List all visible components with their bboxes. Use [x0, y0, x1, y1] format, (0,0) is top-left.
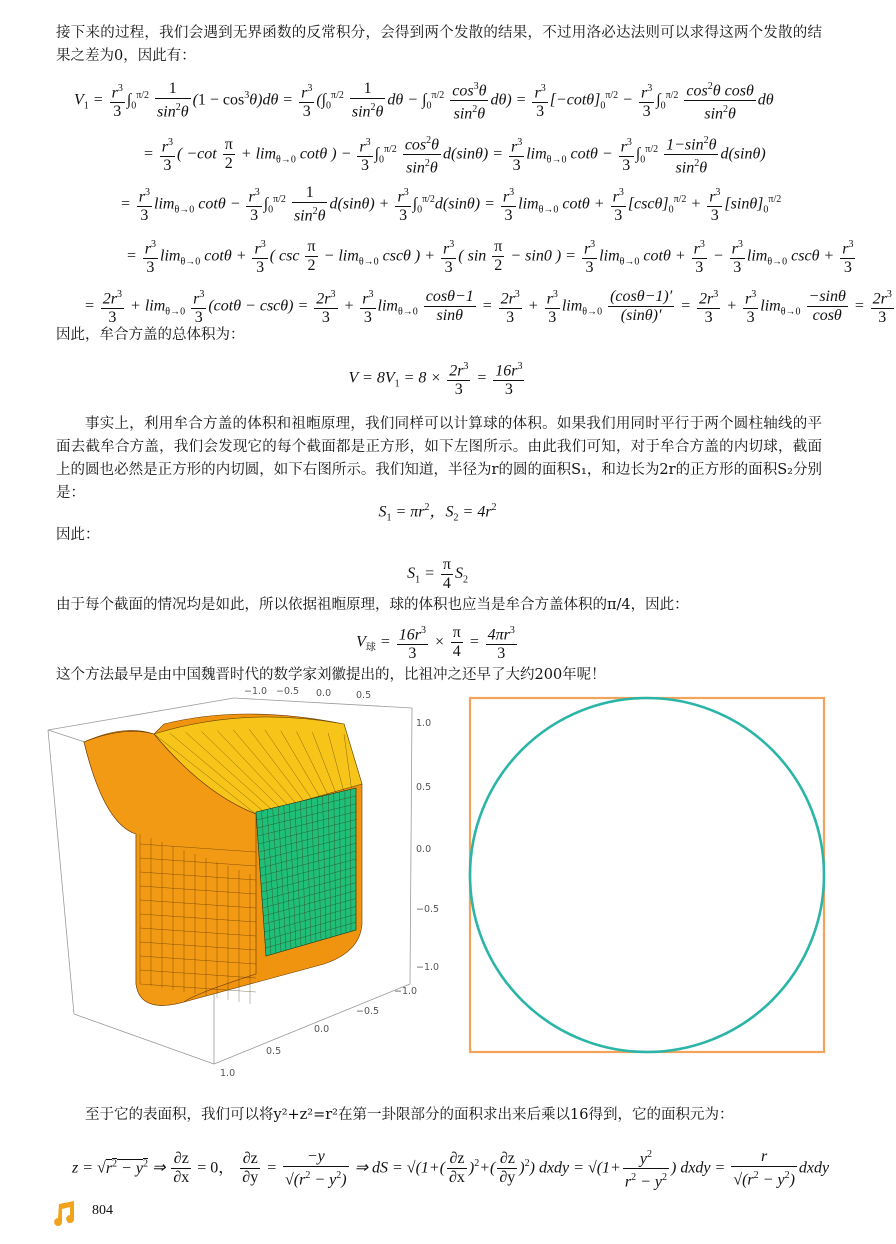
- music-note-icon: [50, 1200, 78, 1226]
- bottom-tick-3: 0.0: [314, 1024, 330, 1035]
- right-tick-5: −1.0: [416, 962, 440, 973]
- square-outline: [470, 698, 824, 1052]
- derivation-line-1: $V_1$ = $\frac{r^3}{3}$ $\int_0^{\pi/2}$ $\frac{1}{\sin^2\theta}$ $(1 - \cos^3\theta)d\theta$ = $\frac{r^3}{3}$ ($\int_0^{\pi/2}$ $\frac{1}{\sin^2\theta}$ $d\theta - \int_0^{\pi/2}$ $\frac{\cos^3\theta}{\sin^2\theta}$ dθ) = $\frac{r^3}{3}$ $[-\cot\theta]_0^{\pi/2}$ − $\frac{r^3}{3}$ $\int_0^{\pi/2}$ $\frac{\cos^2\theta \cos\theta}{\sin^2\theta}$ dθ: [74, 78, 774, 124]
- derivation-line-5: = $\frac{2r^3}{3}$ + $\lim_{\theta\to 0}$ $\frac{r^3}{3}$ (cotθ − cscθ) = $\frac{2r^3}{3}$ + $\frac{r^3}{3}$ $\lim_{\theta\to 0}$ $\frac{\cos\theta-1}{\sin\theta}$ = $\frac{2r^3}{3}$ + $\frac{r^3}{3}$ $\lim_{\theta\to 0}$ $\frac{(\cos\theta-1)'}{(\sin\theta)'}$ = $\frac{2r^3}{3}$ + $\frac{r^3}{3}$ $\lim_{\theta\to 0}$ $\frac{-\sin\theta}{\cos\theta}$ = $\frac{2r^3}{3}$: [84, 286, 896, 327]
- bottom-tick-4: 0.5: [266, 1046, 282, 1057]
- bottom-tick-1: −1.0: [394, 986, 418, 997]
- derivation-line-3: = $\frac{r^3}{3}$ $\lim_{\theta\to 0} \cot\theta$ − $\frac{r^3}{3}$ $\int_0^{\pi/2}$ $\frac{1}{\sin^2\theta}$ d(sinθ) + $\frac{r^3}{3}$ $\int_0^{\pi/2}d(\sin\theta)$ = $\frac{r^3}{3}$ $\lim_{\theta\to 0} \cot\theta$ + $\frac{r^3}{3}$ $[\csc\theta]_0^{\pi/2}$ + $\frac{r^3}{3}$ $[\sin\theta]_0^{\pi/2}$: [120, 184, 782, 225]
- ratio-equation: $S_1$ = $\frac{\pi}{4}$ $S_2$: [407, 556, 468, 592]
- right-tick-1: 1.0: [416, 718, 432, 729]
- total-volume-label: 因此，牟合方盖的总体积为：: [56, 327, 245, 343]
- surface-area-intro: 至于它的表面积，我们可以将y²+z²=r²在第一卦限部分的面积求出来后乘以16得到，它的面积元为：: [85, 1107, 734, 1123]
- intro-paragraph: 接下来的过程，我们会遇到无界函数的反常积分，会得到两个发散的结果，不过用洛必达法则可以求得这两个发散的结果之差为0，因此有：: [56, 25, 822, 64]
- top-tick-2: −0.5: [276, 686, 300, 697]
- top-tick-1: −1.0: [244, 686, 268, 697]
- sphere-volume-intro: 由于每个截面的情况均是如此，所以依据祖暅原理，球的体积也应当是牟合方盖体积的π/4，因此：: [56, 597, 689, 613]
- right-tick-4: −0.5: [416, 904, 440, 915]
- inscribed-circle-figure: [468, 696, 826, 1054]
- right-tick-3: 0.0: [416, 844, 432, 855]
- total-volume-equation: $V = 8V_1 = 8$ × $\frac{2r^3}{3}$ = $\frac{16r^3}{3}$: [0, 358, 875, 399]
- bottom-tick-5: 1.0: [220, 1068, 236, 1079]
- sphere-volume-equation: $V_球$ = $\frac{16r^3}{3}$ × $\frac{\pi}{4}$ = $\frac{4\pi r^3}{3}$: [0, 622, 875, 663]
- surface-element-equation: $z = √r^2 - y^2$ ⇒ $\frac{\partial z}{\partial x}$ = 0， $\frac{\partial z}{\partial y}$ = $\frac{-y}{√(r^2 - y^2)}$ ⇒ dS = √(1+( $\frac{\partial z}{\partial x}$ )$^2$+( $\frac{\partial z}{\partial y}$ )$^2$) dxdy = √(1+ $\frac{y^2}{r^2 - y^2}$ ) dxdy = $\frac{r}{√(r^2 - y^2)}$ dxdy: [72, 1146, 829, 1192]
- liu-hui-note: 这个方法最早是由中国魏晋时代的数学家刘徽提出的，比祖冲之还早了大约200年呢！: [56, 667, 606, 683]
- therefore-label: 因此：: [56, 527, 100, 543]
- bottom-tick-2: −0.5: [356, 1006, 380, 1017]
- page-number: 804: [92, 1203, 113, 1218]
- paragraph-section-principle: 事实上，利用牟合方盖的体积和祖暅原理，我们同样可以计算球的体积。如果我们用同时平行于两个圆柱轴线的平面去截牟合方盖，我们会发现它的每个截面都是正方形，如下左图所示。由此我们可知，对于牟合方盖的内切球，截面上的圆也必然是正方形的内切圆，如下右图所示。我们知道，半径为r的圆的面积S₁，和边长为2r的正方形的面积S₂分别是：: [56, 416, 822, 501]
- derivation-line-2: = $\frac{r^3}{3}$ ( −cot $\frac{\pi}{2}$ + $\lim_{\theta\to 0} \cot\theta$ ) − $\frac{r^3}{3}$ $\int_0^{\pi/2}$ $\frac{\cos^2\theta}{\sin^2\theta}$ d(sinθ) = $\frac{r^3}{3}$ $\lim_{\theta\to 0} \cot\theta$ − $\frac{r^3}{3}$ $\int_0^{\pi/2}$ $\frac{1-\sin^2\theta}{\sin^2\theta}$ d(sinθ): [143, 132, 766, 178]
- top-tick-3: 0.0: [316, 688, 332, 699]
- areas-equation: $S_1 = \pi r^2$，$S_2 = 4r^2$: [378, 502, 497, 524]
- right-tick-2: 0.5: [416, 782, 432, 793]
- derivation-line-4: = $\frac{r^3}{3}$ $\lim_{\theta\to 0} \cot\theta$ + $\frac{r^3}{3}$ ( csc $\frac{\pi}{2}$ − $\lim_{\theta\to 0} \csc\theta$ ) + $\frac{r^3}{3}$ ( sin $\frac{\pi}{2}$ − sin0 ) = $\frac{r^3}{3}$ $\lim_{\theta\to 0} \cot\theta$ + $\frac{r^3}{3}$ − $\frac{r^3}{3}$ $\lim_{\theta\to 0} \csc\theta$ + $\frac{r^3}{3}$: [126, 236, 857, 277]
- top-tick-4: 0.5: [356, 690, 372, 701]
- inscribed-circle: [470, 698, 824, 1052]
- mouhefanggai-3d-plot: [44, 684, 454, 1082]
